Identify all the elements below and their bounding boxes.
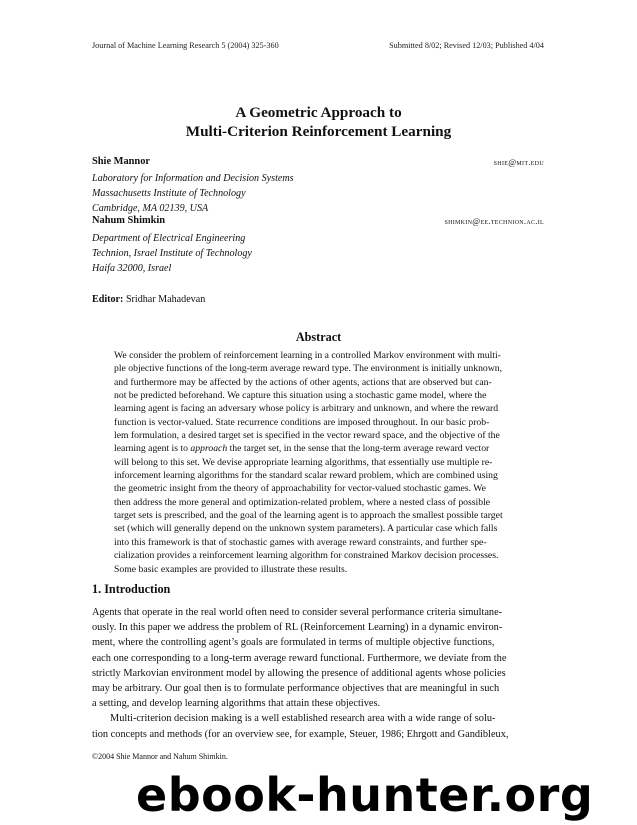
abstract-line: We consider the problem of reinforcement learning in a controlled Markov environment with multi-	[114, 350, 501, 361]
abstract-line: set (which will generally depend on the unknown system parameters). A particular case which falls	[114, 523, 498, 535]
author-email-1: shie@mit.edu	[493, 157, 544, 167]
watermark: ebook-hunter.org	[136, 768, 594, 822]
submission-dates: Submitted 8/02; Revised 12/03; Published 4/04	[389, 41, 544, 50]
paper-title	[0, 103, 637, 141]
intro-line: each one corresponding to a long-term average reward functional. Furthermore, we deviate from the	[92, 652, 507, 664]
affiliation-line: Laboratory for Information and Decision Systems	[92, 173, 294, 184]
abstract-body	[114, 349, 524, 576]
intro-line: Multi-criterion decision making is a well established research area with a wide range of solu-	[110, 713, 496, 725]
editor-label: Editor:	[92, 294, 124, 305]
abstract-text: the target set, in the sense that the long-term average reward vector	[227, 443, 490, 455]
affiliation-line: Technion, Israel Institute of Technology	[92, 248, 252, 259]
journal-header: Journal of Machine Learning Research 5 (2004) 325-360	[92, 41, 279, 50]
intro-line: tion concepts and methods (for an overview see, for example, Steuer, 1986; Ehrgott and Gandibleux,	[92, 728, 509, 740]
abstract-text: learning agent is to	[114, 443, 191, 455]
introduction-body	[92, 605, 545, 742]
abstract-line: function is vector-valued. State recurrence conditions are imposed throughout. In our basic prob-	[114, 416, 490, 428]
abstract-line: into this framework is that of stochastic games with average reward constraints, and further spe-	[114, 536, 487, 548]
editor-name: Sridhar Mahadevan	[125, 294, 206, 305]
abstract-line: learning agent is facing an adversary whose policy is arbitrary and unknown, and where the reward	[114, 403, 499, 415]
abstract-line: will belong to this set. We devise appropriate learning algorithms, that essentially use multiple re-	[114, 456, 493, 468]
title-line-2: Multi-Criterion Reinforcement Learning	[185, 123, 452, 140]
affiliation-line: Cambridge, MA 02139, USA	[92, 203, 209, 214]
abstract-line: inforcement learning algorithms for the standard scalar reward problem, which are combined using	[114, 470, 498, 482]
editor-line	[92, 294, 205, 305]
author-name-2: Nahum Shimkin	[92, 215, 166, 226]
copyright-footnote: ©2004 Shie Mannor and Nahum Shimkin.	[92, 752, 228, 761]
abstract-line: Some basic examples are provided to illustrate these results.	[114, 563, 348, 575]
author-affiliation-2	[92, 231, 252, 276]
abstract-line: and furthermore may be affected by the actions of other agents, actions that are observed but can-	[114, 376, 492, 388]
abstract-line: ple objective functions of the long-term average reward type. The environment is initially unknown,	[114, 363, 503, 375]
author-name-1: Shie Mannor	[92, 156, 151, 167]
affiliation-line: Haifa 32000, Israel	[92, 263, 172, 274]
title-line-1: A Geometric Approach to	[235, 104, 402, 121]
author-email-2: shimkin@ee.technion.ac.il	[444, 216, 544, 226]
affiliation-line: Massachusetts Institute of Technology	[92, 188, 246, 199]
abstract-line: target sets is prescribed, and the goal of the learning agent is to approach the smallest possible target	[114, 510, 503, 522]
abstract-line: lem formulation, a desired target set is specified in the vector reward space, and the objective of the	[114, 430, 500, 442]
section-heading-introduction: 1. Introduction	[92, 582, 171, 596]
abstract-line: not be predicted beforehand. We capture this situation using a stochastic game model, where the	[114, 390, 487, 402]
author-affiliation-1	[92, 171, 294, 216]
abstract-line: cialization provides a reinforcement learning algorithm for constrained Markov decision processes.	[114, 550, 499, 562]
intro-line: strictly Markovian environment model by allowing the presence of additional agents whose policies	[92, 667, 506, 679]
affiliation-line: Department of Electrical Engineering	[92, 233, 246, 244]
intro-line: ously. In this paper we address the problem of RL (Reinforcement Learning) in a dynamic environ-	[92, 622, 503, 634]
intro-line: a setting, and develop learning algorithms that attain these objectives.	[92, 698, 381, 710]
abstract-heading: Abstract	[295, 330, 342, 344]
intro-line: may be arbitrary. Our goal then is to formulate performance objectives that are meaningful in such	[92, 683, 500, 695]
intro-line: Agents that operate in the real world often need to consider several performance criteria simultane-	[92, 607, 503, 618]
emphasis-approach: approach	[190, 443, 228, 455]
abstract-line-emphasis	[114, 442, 524, 455]
abstract-line: then address the more general and optimization-related problem, where a nested class of possible	[114, 496, 491, 508]
abstract-line: the geometric insight from the theory of approachability for vector-valued stochastic games. We	[114, 483, 486, 495]
intro-line: ment, where the controlling agent’s goals are formulated in terms of multiple objective functions,	[92, 637, 495, 649]
